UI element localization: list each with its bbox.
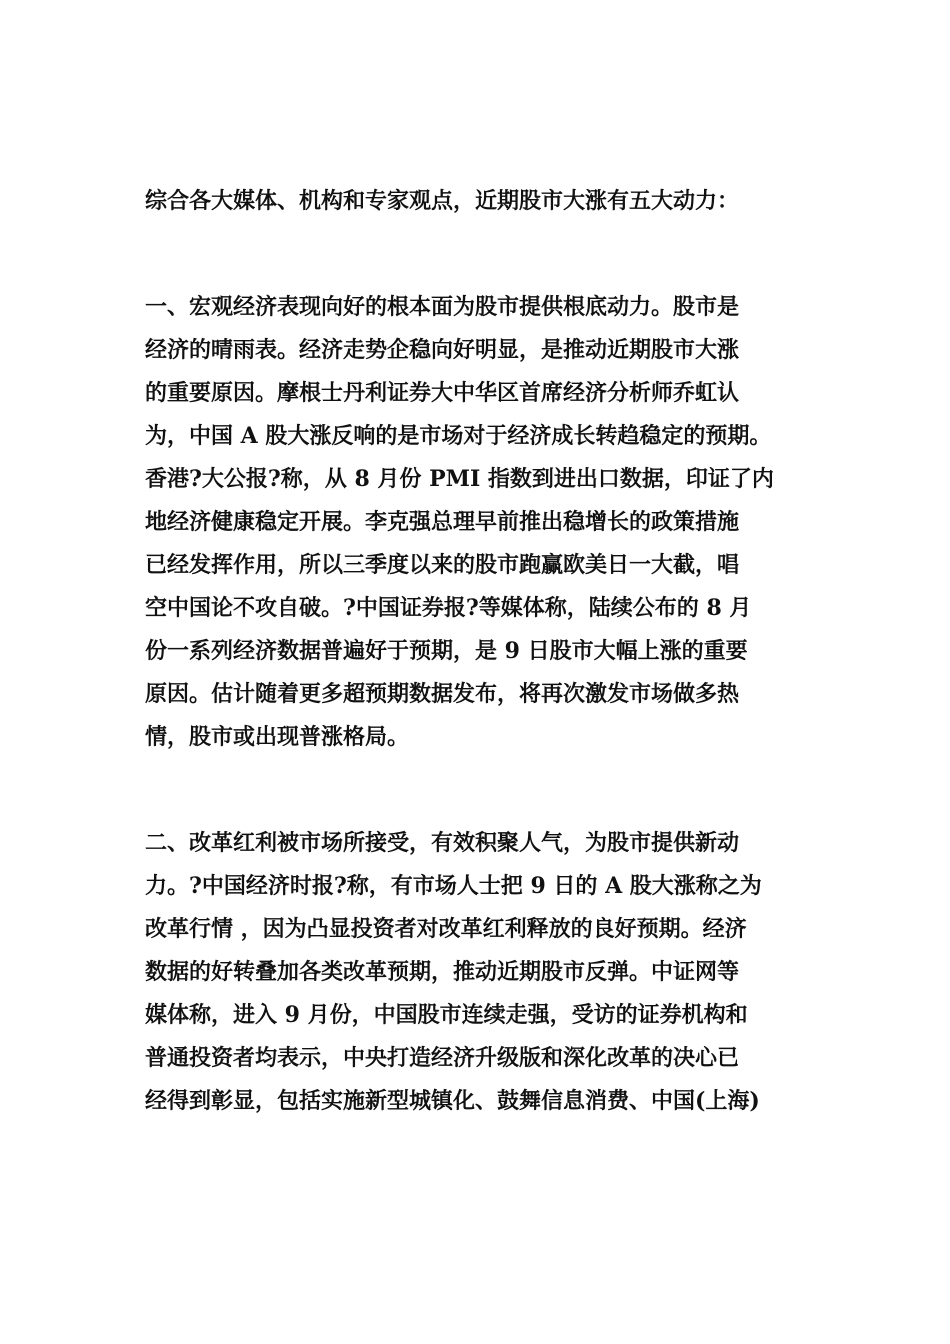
intro-paragraph: 综合各大媒体、机构和专家观点，近期股市大涨有五大动力：	[145, 188, 740, 214]
text-line: 数据的好转叠加各类改革预期，推动近期股市反弹。中证网等	[145, 959, 740, 985]
paragraph-section-2	[145, 822, 810, 1123]
paragraph-spacer	[145, 759, 810, 822]
text-line: 为，中国 A 股大涨反响的是市场对于经济成长转趋稳定的预期。	[145, 423, 772, 449]
text-line: 地经济健康稳定开展。李克强总理早前推出稳增长的政策措施	[145, 509, 740, 535]
text-line: 一、宏观经济表现向好的根本面为股市提供根底动力。股市是	[145, 294, 740, 320]
paragraph-section-1	[145, 286, 810, 759]
text-line: 经济的晴雨表。经济走势企稳向好明显，是推动近期股市大涨	[145, 337, 740, 363]
text-line: 经得到彰显，包括实施新型城镇化、鼓舞信息消费、中国(上海)	[145, 1088, 760, 1114]
text-line: 二、改革红利被市场所接受，有效积聚人气，为股市提供新动	[145, 830, 740, 856]
document-body	[145, 180, 810, 1123]
text-line: 的重要原因。摩根士丹利证券大中华区首席经济分析师乔虹认	[145, 380, 740, 406]
paragraph-spacer	[145, 223, 810, 286]
text-line: 香港?大公报?称，从 8 月份 PMI 指数到进出口数据，印证了内	[145, 466, 774, 492]
text-line: 媒体称，进入 9 月份，中国股市连续走强，受访的证券机构和	[145, 1002, 748, 1028]
text-line: 空中国论不攻自破。?中国证券报?等媒体称，陆续公布的 8 月	[145, 595, 752, 621]
text-line: 已经发挥作用，所以三季度以来的股市跑赢欧美日一大截，唱	[145, 552, 740, 578]
text-line: 改革行情 ，因为凸显投资者对改革红利释放的良好预期。经济	[145, 916, 747, 942]
text-line: 普通投资者均表示，中央打造经济升级版和深化改革的决心已	[145, 1045, 740, 1071]
text-line: 原因。估计随着更多超预期数据发布，将再次激发市场做多热	[145, 681, 740, 707]
text-line: 份一系列经济数据普遍好于预期，是 9 日股市大幅上涨的重要	[145, 638, 748, 664]
text-line: 力。?中国经济时报?称，有市场人士把 9 日的 A 股大涨称之为	[145, 873, 762, 899]
text-line: 情，股市或出现普涨格局。	[145, 724, 410, 750]
